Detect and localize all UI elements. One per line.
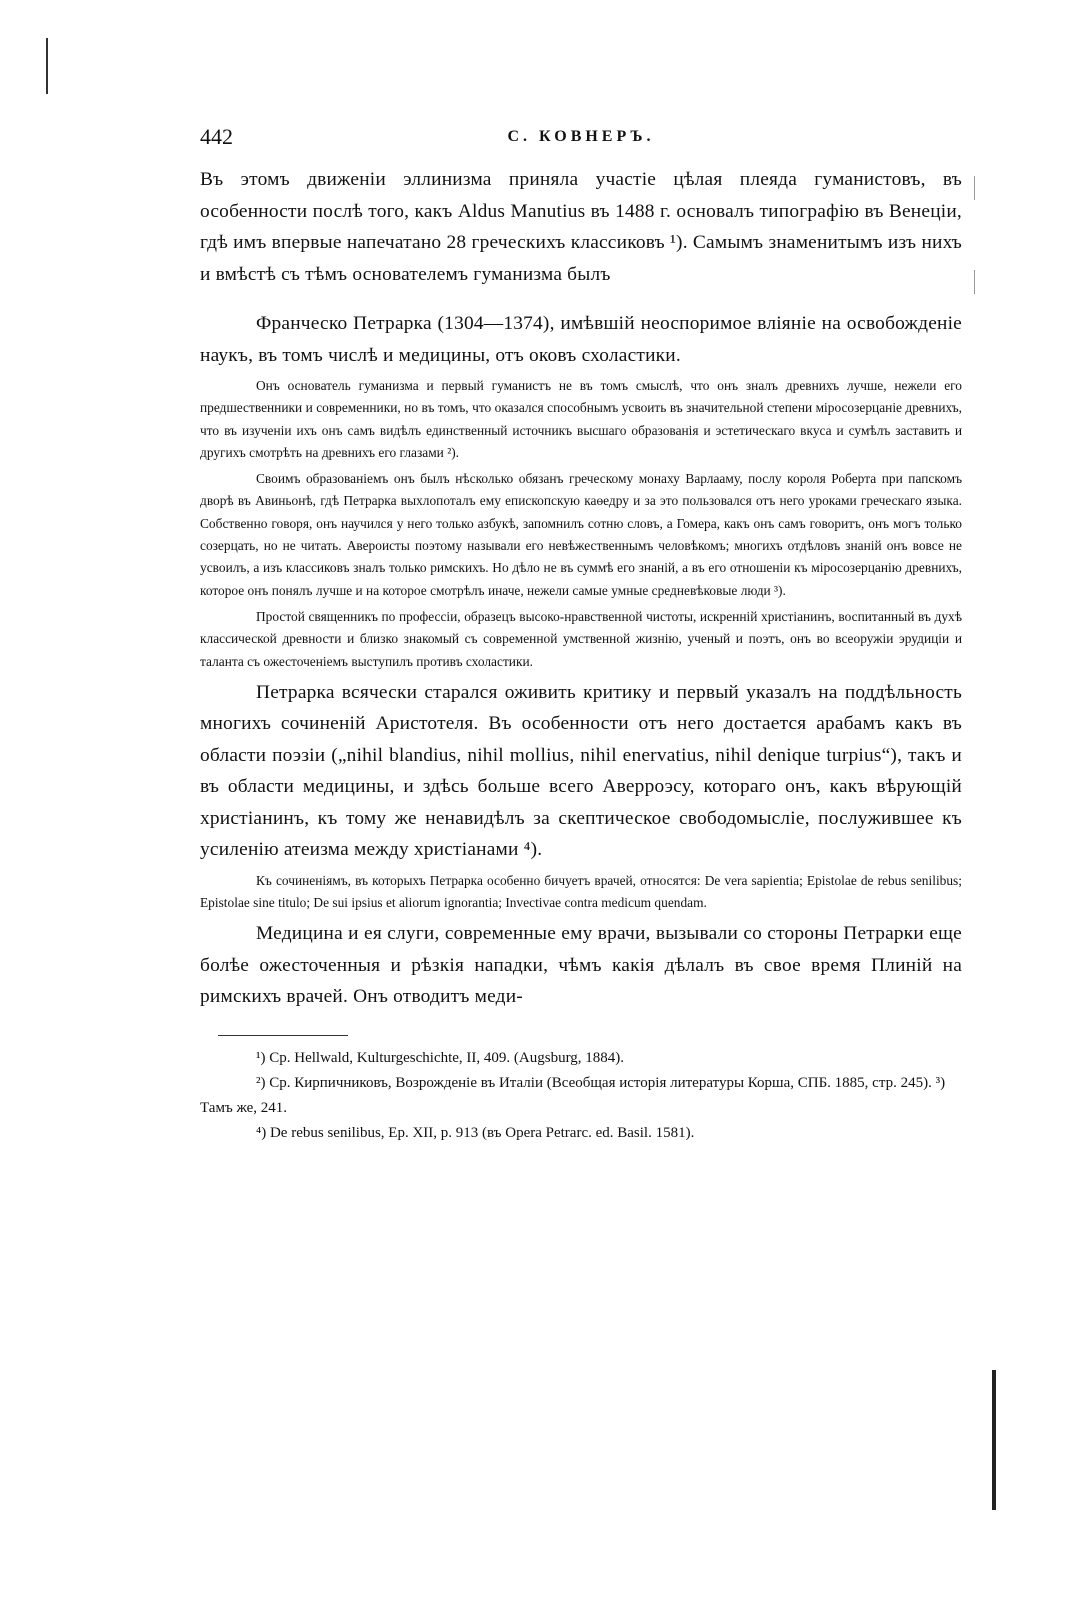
scan-margin-mark (974, 270, 975, 294)
scan-margin-mark (974, 176, 975, 200)
book-page (200, 120, 962, 1146)
paragraph-medicine: Медицина и ея слуги, современные ему врачи, вызывали со стороны Петрарки еще болѣе ожесточенныя и рѣзкiя нападки, чѣмъ какiя дѣлалъ въ свое время Плинiй на римскихъ врачей. Онъ отводитъ меди- (200, 923, 962, 1008)
paragraph-aldus: Въ этомъ движенiи эллинизма приняла участiе цѣлая плеяда гуманистовъ, въ особенности послѣ того, какъ Aldus Manutius въ 1488 г. основалъ типографiю въ Венецiи, гдѣ имъ впервые напечатано 28 греческихъ классиковъ ¹). Самымъ знаменитымъ изъ нихъ и вмѣстѣ съ тѣмъ основателемъ гуманизма былъ (200, 169, 962, 285)
paragraph-priest: Простой священникъ по профессiи, образецъ высоко-нравственной чистоты, искреннiй христiанинъ, воспитанный въ духѣ классической древности и близко знакомый съ современной умственной жизнiю, ученый и поэтъ, онъ во всеоружiи эрудицiи и таланта съ ожесточенiемъ выступилъ противъ схоластики. (200, 608, 962, 669)
paragraph-humanism-founder: Онъ основатель гуманизма и первый гуманистъ не въ томъ смыслѣ, что онъ зналъ древнихъ лучше, нежели его предшественники и современники, но въ томъ, что оказался способнымъ усвоить въ значительной степени мiросозерцанiе древнихъ, что въ изученiи ихъ онъ самъ видѣлъ единственный источникъ высшаго образованiя и эстетическаго вкуса и сумѣлъ заставить и другихъ смотрѣть на древнихъ его глазами ²). (200, 378, 962, 460)
footnote-4: ⁴) De rebus senilibus, Ep. XII, p. 913 (въ Opera Petrarc. ed. Basil. 1581). (256, 1124, 695, 1141)
paragraph-varlaam: Своимъ образованiемъ онъ былъ нѣсколько обязанъ греческому монаху Варлааму, послу короля Роберта при папскомъ дворѣ въ Авиньонѣ, гдѣ Петрарка выхлопоталъ ему епископскую каѳедру и за это пользовался отъ него уроками греческаго языка. Собственно говоря, онъ научился у него только азбукѣ, запомнилъ сотню словъ, а Гомера, какъ онъ самъ говоритъ, онъ могъ только созерцать, но не читать. Авероисты поэтому называли его невѣжественнымъ человѣкомъ; многихъ отдѣловъ знанiй онъ вовсе не усвоилъ, а изъ классиковъ зналъ только римскихъ. Но дѣло не въ суммѣ его знанiй, а въ его отношенiи къ мiросозерцанiю древнихъ, которое онъ понялъ лучше и на которое смотрѣлъ иначе, нежели самые умные средневѣковые люди ³). (200, 471, 962, 598)
footnote-divider (218, 1035, 348, 1036)
scan-margin-mark (992, 1370, 996, 1510)
paragraph-petrarca-intro: Франческо Петрарка (1304—1374), имѣвшiй неоспоримое влiянiе на освобожденiе наукъ, въ томъ числѣ и медицины, отъ оковъ схоластики. (200, 313, 962, 366)
footnote-1: ¹) Ср. Hellwald, Kulturgeschichte, II, 409. (Augsburg, 1884). (256, 1049, 625, 1066)
page-number: 442 (200, 124, 233, 149)
paragraph-works-list: Къ сочиненiямъ, въ которыхъ Петрарка особенно бичуетъ врачей, относятся: De vera sapientia; Epistolae de rebus senilibus; Epistolae sine titulo; De sui ipsius et aliorum ignorantia; Invectivae contra medicum quendam. (200, 872, 962, 911)
paragraph-criticism: Петрарка всячески старался оживить критику и первый указалъ на поддѣльность многихъ сочиненiй Аристотеля. Въ особенности отъ него достается арабамъ какъ въ области поэзiи („nihil blandius, nihil mollius, nihil enervatius, nihil denique turpius“), такъ и въ области медицины, и здѣсь больше всего Аверроэсу, котораго онъ, какъ вѣрующiй христiанинъ, къ тому же ненавидѣлъ за скептическое свободомыслiе, послужившее къ усиленiю атеизма между христiанами ⁴). (200, 681, 962, 861)
running-head: С. КОВНЕРЪ. (507, 128, 655, 145)
page-header (200, 120, 962, 164)
scan-margin-mark (46, 38, 48, 94)
footnote-2: ²) Ср. Кирпичниковъ, Возрожденiе въ Италiи (Всеобщая исторiя литературы Корша, СПБ. 1885, стр. 245). ³) Тамъ же, 241. (200, 1074, 946, 1116)
